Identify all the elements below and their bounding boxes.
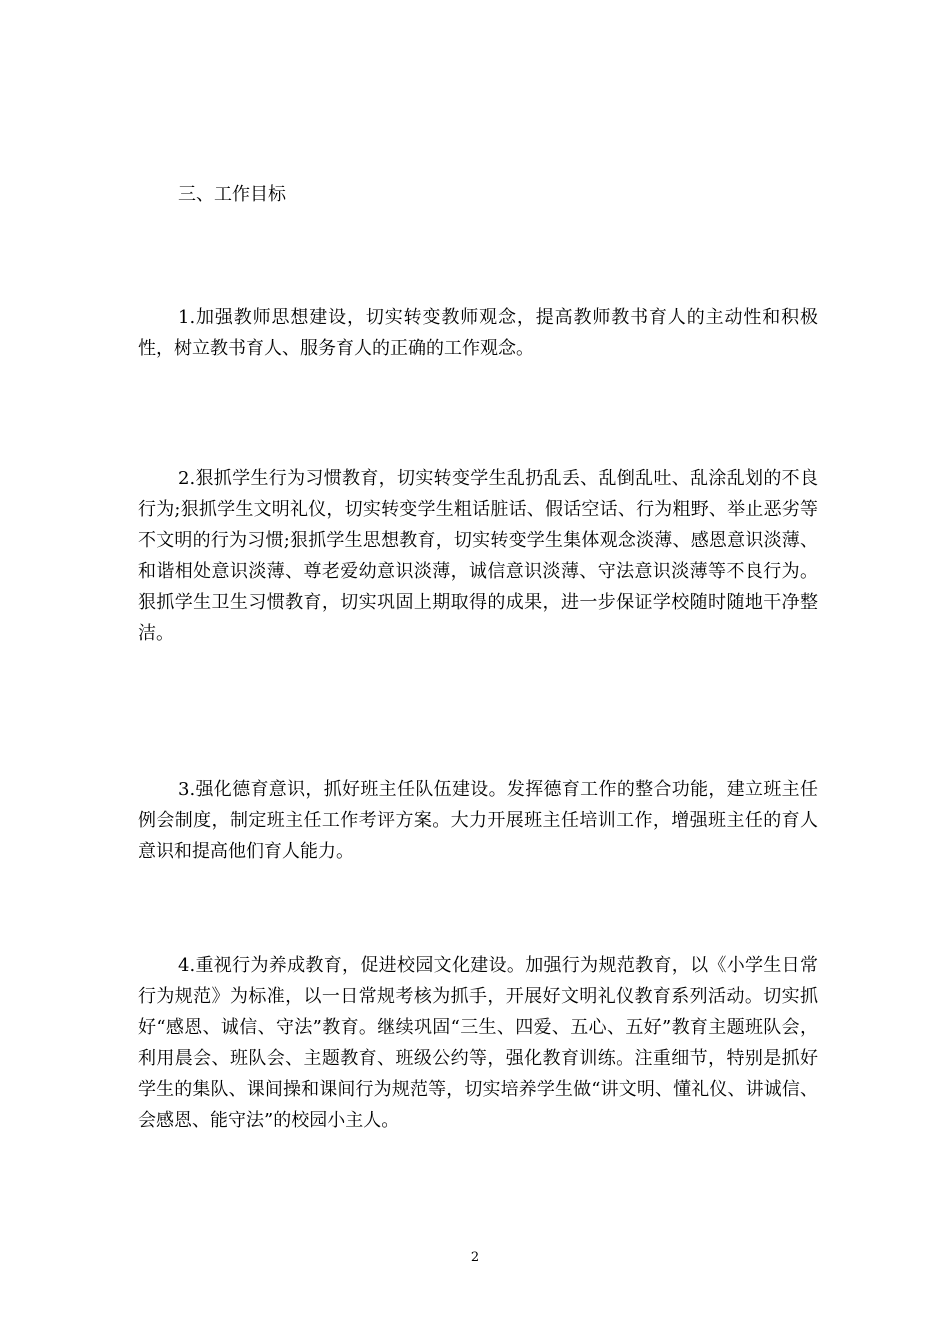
paragraph-goal-4: 4.重视行为养成教育，促进校园文化建设。加强行为规范教育，以《小学生日常行为规范》为标准，以一日常规考核为抓手，开展好文明礼仪教育系列活动。切实抓好“感恩、诚信、守法”教育。继续巩固“三生、四爱、五心、五好”教育主题班队会，利用晨会、班队会、主题教育、班级公约等，强化教育训练。注重细节，特别是抓好学生的集队、课间操和课间行为规范等，切实培养学生做“讲文明、懂礼仪、讲诚信、会感恩、能守法”的校园小主人。 (138, 955, 818, 1131)
section-heading: 三、工作目标 (178, 184, 286, 205)
paragraph-goal-1: 1.加强教师思想建设，切实转变教师观念，提高教师教书育人的主动性和积极性，树立教书育人、服务育人的正确的工作观念。 (138, 307, 818, 359)
paragraph-goal-2: 2.狠抓学生行为习惯教育，切实转变学生乱扔乱丢、乱倒乱吐、乱涂乱划的不良行为;狠抓学生文明礼仪，切实转变学生粗话脏话、假话空话、行为粗野、举止恶劣等不文明的行为习惯;狠抓学生思想教育，切实转变学生集体观念淡薄、感恩意识淡薄、和谐相处意识淡薄、尊老爱幼意识淡薄，诚信意识淡薄、守法意识淡薄等不良行为。狠抓学生卫生习惯教育，切实巩固上期取得的成果，进一步保证学校随时随地干净整洁。 (138, 468, 818, 644)
page-number: 2 (470, 1250, 480, 1265)
paragraph-goal-3: 3.强化德育意识，抓好班主任队伍建设。发挥德育工作的整合功能，建立班主任例会制度，制定班主任工作考评方案。大力开展班主任培训工作，增强班主任的育人意识和提高他们育人能力。 (138, 779, 818, 862)
